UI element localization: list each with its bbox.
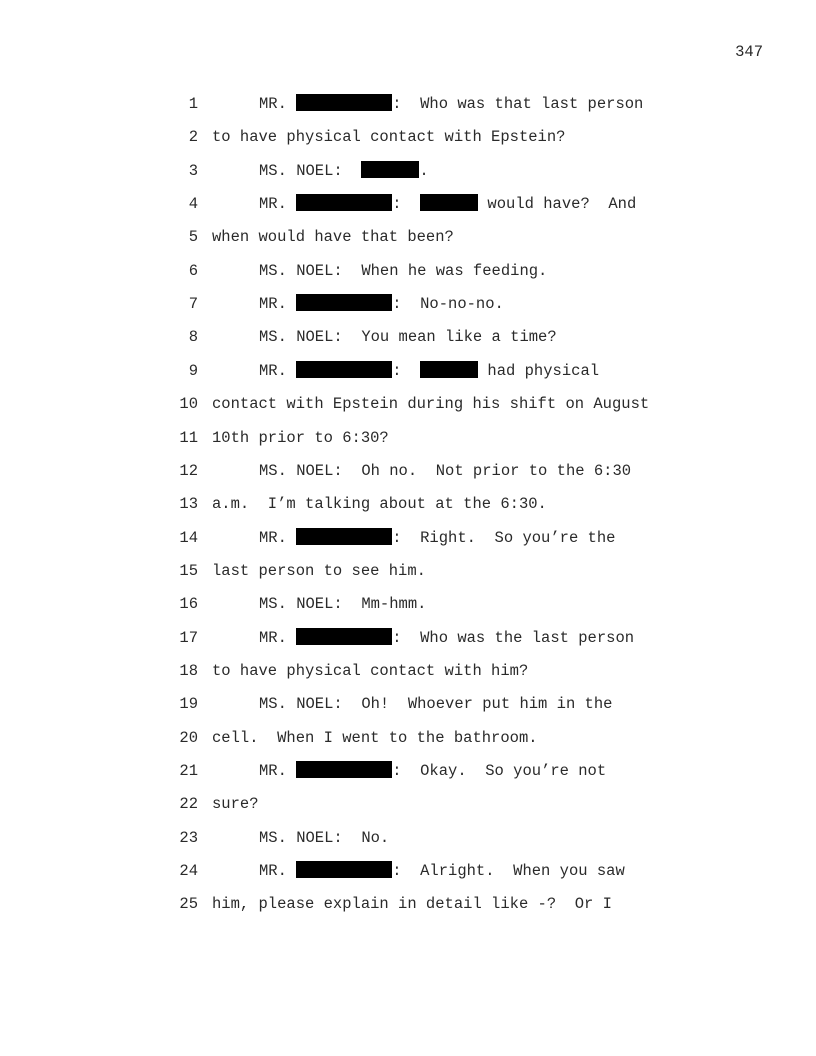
text-segment: MR. xyxy=(259,862,297,881)
text-segment: : No-no-no. xyxy=(392,295,504,314)
text-segment: : Who was that last person xyxy=(392,95,644,113)
text-segment: MS. NOEL: When he was feeding. xyxy=(259,261,548,280)
text-segment: him, please explain in detail like -? Or I xyxy=(212,895,612,914)
redaction-box xyxy=(296,194,392,211)
line-text xyxy=(212,794,259,814)
line-text xyxy=(212,494,547,514)
text-segment: : Who was the last person xyxy=(392,628,635,647)
redaction-box xyxy=(296,361,392,378)
line-number: 12 xyxy=(179,461,198,480)
line-text xyxy=(259,528,615,548)
text-segment: MR. xyxy=(259,195,297,214)
line-text xyxy=(259,194,636,214)
text-segment: MS. NOEL: You mean like a time? xyxy=(259,328,557,347)
text-segment: : Alright. When you saw xyxy=(392,862,625,881)
line-number: 13 xyxy=(179,495,198,514)
text-segment: had physical xyxy=(478,361,600,380)
redaction-box xyxy=(420,361,478,378)
line-number: 3 xyxy=(188,161,198,180)
line-number: 15 xyxy=(179,561,198,580)
redaction-box xyxy=(420,194,478,211)
line-number: 25 xyxy=(179,895,198,914)
redaction-box xyxy=(296,94,392,111)
line-number: 16 xyxy=(179,595,198,614)
redaction-box xyxy=(296,294,392,311)
line-text xyxy=(259,261,547,281)
text-segment: MS. NOEL: Oh no. Not prior to the 6:30 xyxy=(259,461,632,480)
text-segment: MS. NOEL: Oh! Whoever put him in the xyxy=(259,695,613,714)
line-text xyxy=(259,761,606,781)
line-number: 2 xyxy=(188,128,198,147)
line-text xyxy=(212,127,565,147)
line-text xyxy=(212,428,389,448)
line-text xyxy=(259,594,426,614)
line-number: 20 xyxy=(179,728,198,747)
line-text xyxy=(259,828,389,848)
line-number: 18 xyxy=(179,661,198,680)
line-number: 22 xyxy=(179,795,198,814)
text-segment: : Okay. So you’re not xyxy=(392,762,607,780)
line-number: 21 xyxy=(179,762,198,780)
text-segment: to have physical contact with him? xyxy=(212,661,529,680)
line-text xyxy=(212,728,538,748)
line-text xyxy=(212,561,426,581)
text-segment: : Right. So you’re the xyxy=(392,528,616,547)
line-text xyxy=(259,294,504,314)
text-segment: MR. xyxy=(259,95,297,113)
line-number: 5 xyxy=(188,228,198,247)
text-segment: : xyxy=(392,195,421,214)
text-segment: MS. NOEL: No. xyxy=(259,828,390,847)
text-segment: to have physical contact with Epstein? xyxy=(212,128,566,147)
line-number: 6 xyxy=(188,261,198,280)
line-text xyxy=(259,861,625,881)
text-segment: : xyxy=(392,361,421,380)
text-segment: MR. xyxy=(259,361,297,380)
text-segment: MR. xyxy=(259,528,297,547)
text-segment: . xyxy=(419,161,429,180)
line-text xyxy=(259,161,429,181)
text-segment: contact with Epstein during his shift on August xyxy=(212,395,650,414)
text-segment: MR. xyxy=(259,295,297,314)
line-text xyxy=(212,227,454,247)
text-segment: MS. NOEL: xyxy=(259,161,362,180)
text-segment: cell. When I went to the bathroom. xyxy=(212,728,538,747)
line-number: 8 xyxy=(188,328,198,347)
line-text xyxy=(259,361,599,381)
text-segment: MS. NOEL: Mm-hmm. xyxy=(259,595,427,614)
line-text xyxy=(212,894,612,914)
line-text xyxy=(212,394,649,414)
text-segment: when would have that been? xyxy=(212,228,454,247)
text-segment: would have? And xyxy=(478,195,637,214)
redaction-box xyxy=(296,761,392,778)
line-number: 10 xyxy=(179,395,198,414)
line-number: 9 xyxy=(188,361,198,380)
line-text xyxy=(212,661,528,681)
line-number: 23 xyxy=(179,828,198,847)
redaction-box xyxy=(296,528,392,545)
text-segment: sure? xyxy=(212,795,259,814)
text-segment: MR. xyxy=(259,628,297,647)
line-number: 4 xyxy=(188,195,198,214)
line-number: 19 xyxy=(179,695,198,714)
line-number: 17 xyxy=(179,628,198,647)
line-number: 14 xyxy=(179,528,198,547)
redaction-box xyxy=(296,628,392,645)
text-segment: MR. xyxy=(259,762,297,780)
text-segment: last person to see him. xyxy=(212,561,426,580)
line-text xyxy=(259,628,634,648)
line-text xyxy=(259,461,631,481)
line-text xyxy=(259,94,643,114)
text-segment: a.m. I’m talking about at the 6:30. xyxy=(212,495,547,514)
line-number: 11 xyxy=(179,428,198,447)
line-text xyxy=(259,694,612,714)
line-number: 7 xyxy=(188,295,198,314)
page-number: 347 xyxy=(735,43,763,61)
line-number: 1 xyxy=(188,95,198,113)
text-segment: 10th prior to 6:30? xyxy=(212,428,389,447)
redaction-box xyxy=(296,861,392,878)
line-text xyxy=(259,327,557,347)
line-number: 24 xyxy=(179,862,198,881)
redaction-box xyxy=(361,161,419,178)
